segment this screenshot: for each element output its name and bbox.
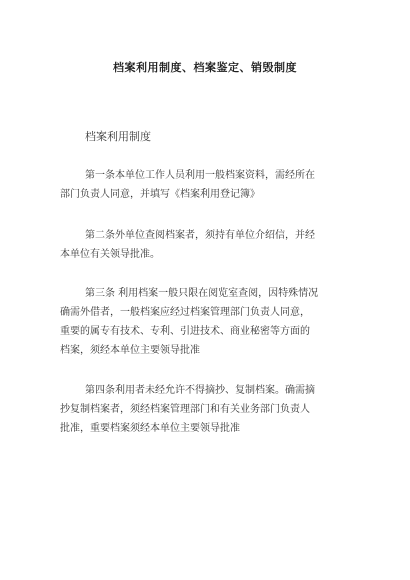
paragraph-line: 档案，须经本单位主要领导批准 bbox=[60, 345, 200, 356]
paragraph-line: 部门负责人同意，并填写《档案利用登记簿》 bbox=[60, 189, 260, 200]
paragraph-line: 确需外借者，一般档案应经过档案管理部门负责人同意， bbox=[60, 307, 310, 318]
article-paragraph bbox=[60, 284, 360, 360]
document-title: 档案利用制度、档案鉴定、销毁制度 bbox=[113, 61, 297, 74]
paragraph-line: 本单位有关领导批准。 bbox=[60, 249, 160, 260]
section-heading: 档案利用制度 bbox=[85, 130, 151, 143]
paragraph-line: 第三条 利用档案一般只限在阅览室查阅，因特殊情况 bbox=[85, 288, 319, 299]
article-paragraph bbox=[60, 166, 360, 204]
paragraph-line: 抄复制档案者，须经档案管理部门和有关业务部门负责人 bbox=[60, 404, 310, 415]
paragraph-line: 重要的属专有技术、专利、引进技术、商业秘密等方面的 bbox=[60, 326, 310, 337]
paragraph-line: 第一条本单位工作人员利用一般档案资料，需经所在 bbox=[85, 170, 315, 181]
article-paragraph bbox=[60, 381, 360, 438]
paragraph-line: 第二条外单位查阅档案者，须持有单位介绍信，并经 bbox=[85, 230, 315, 241]
paragraph-line: 第四条利用者未经允许不得摘抄、复制档案。确需摘 bbox=[85, 385, 315, 396]
paragraph-line: 批准，重要档案须经本单位主要领导批准 bbox=[60, 423, 240, 434]
article-paragraph bbox=[60, 226, 360, 264]
